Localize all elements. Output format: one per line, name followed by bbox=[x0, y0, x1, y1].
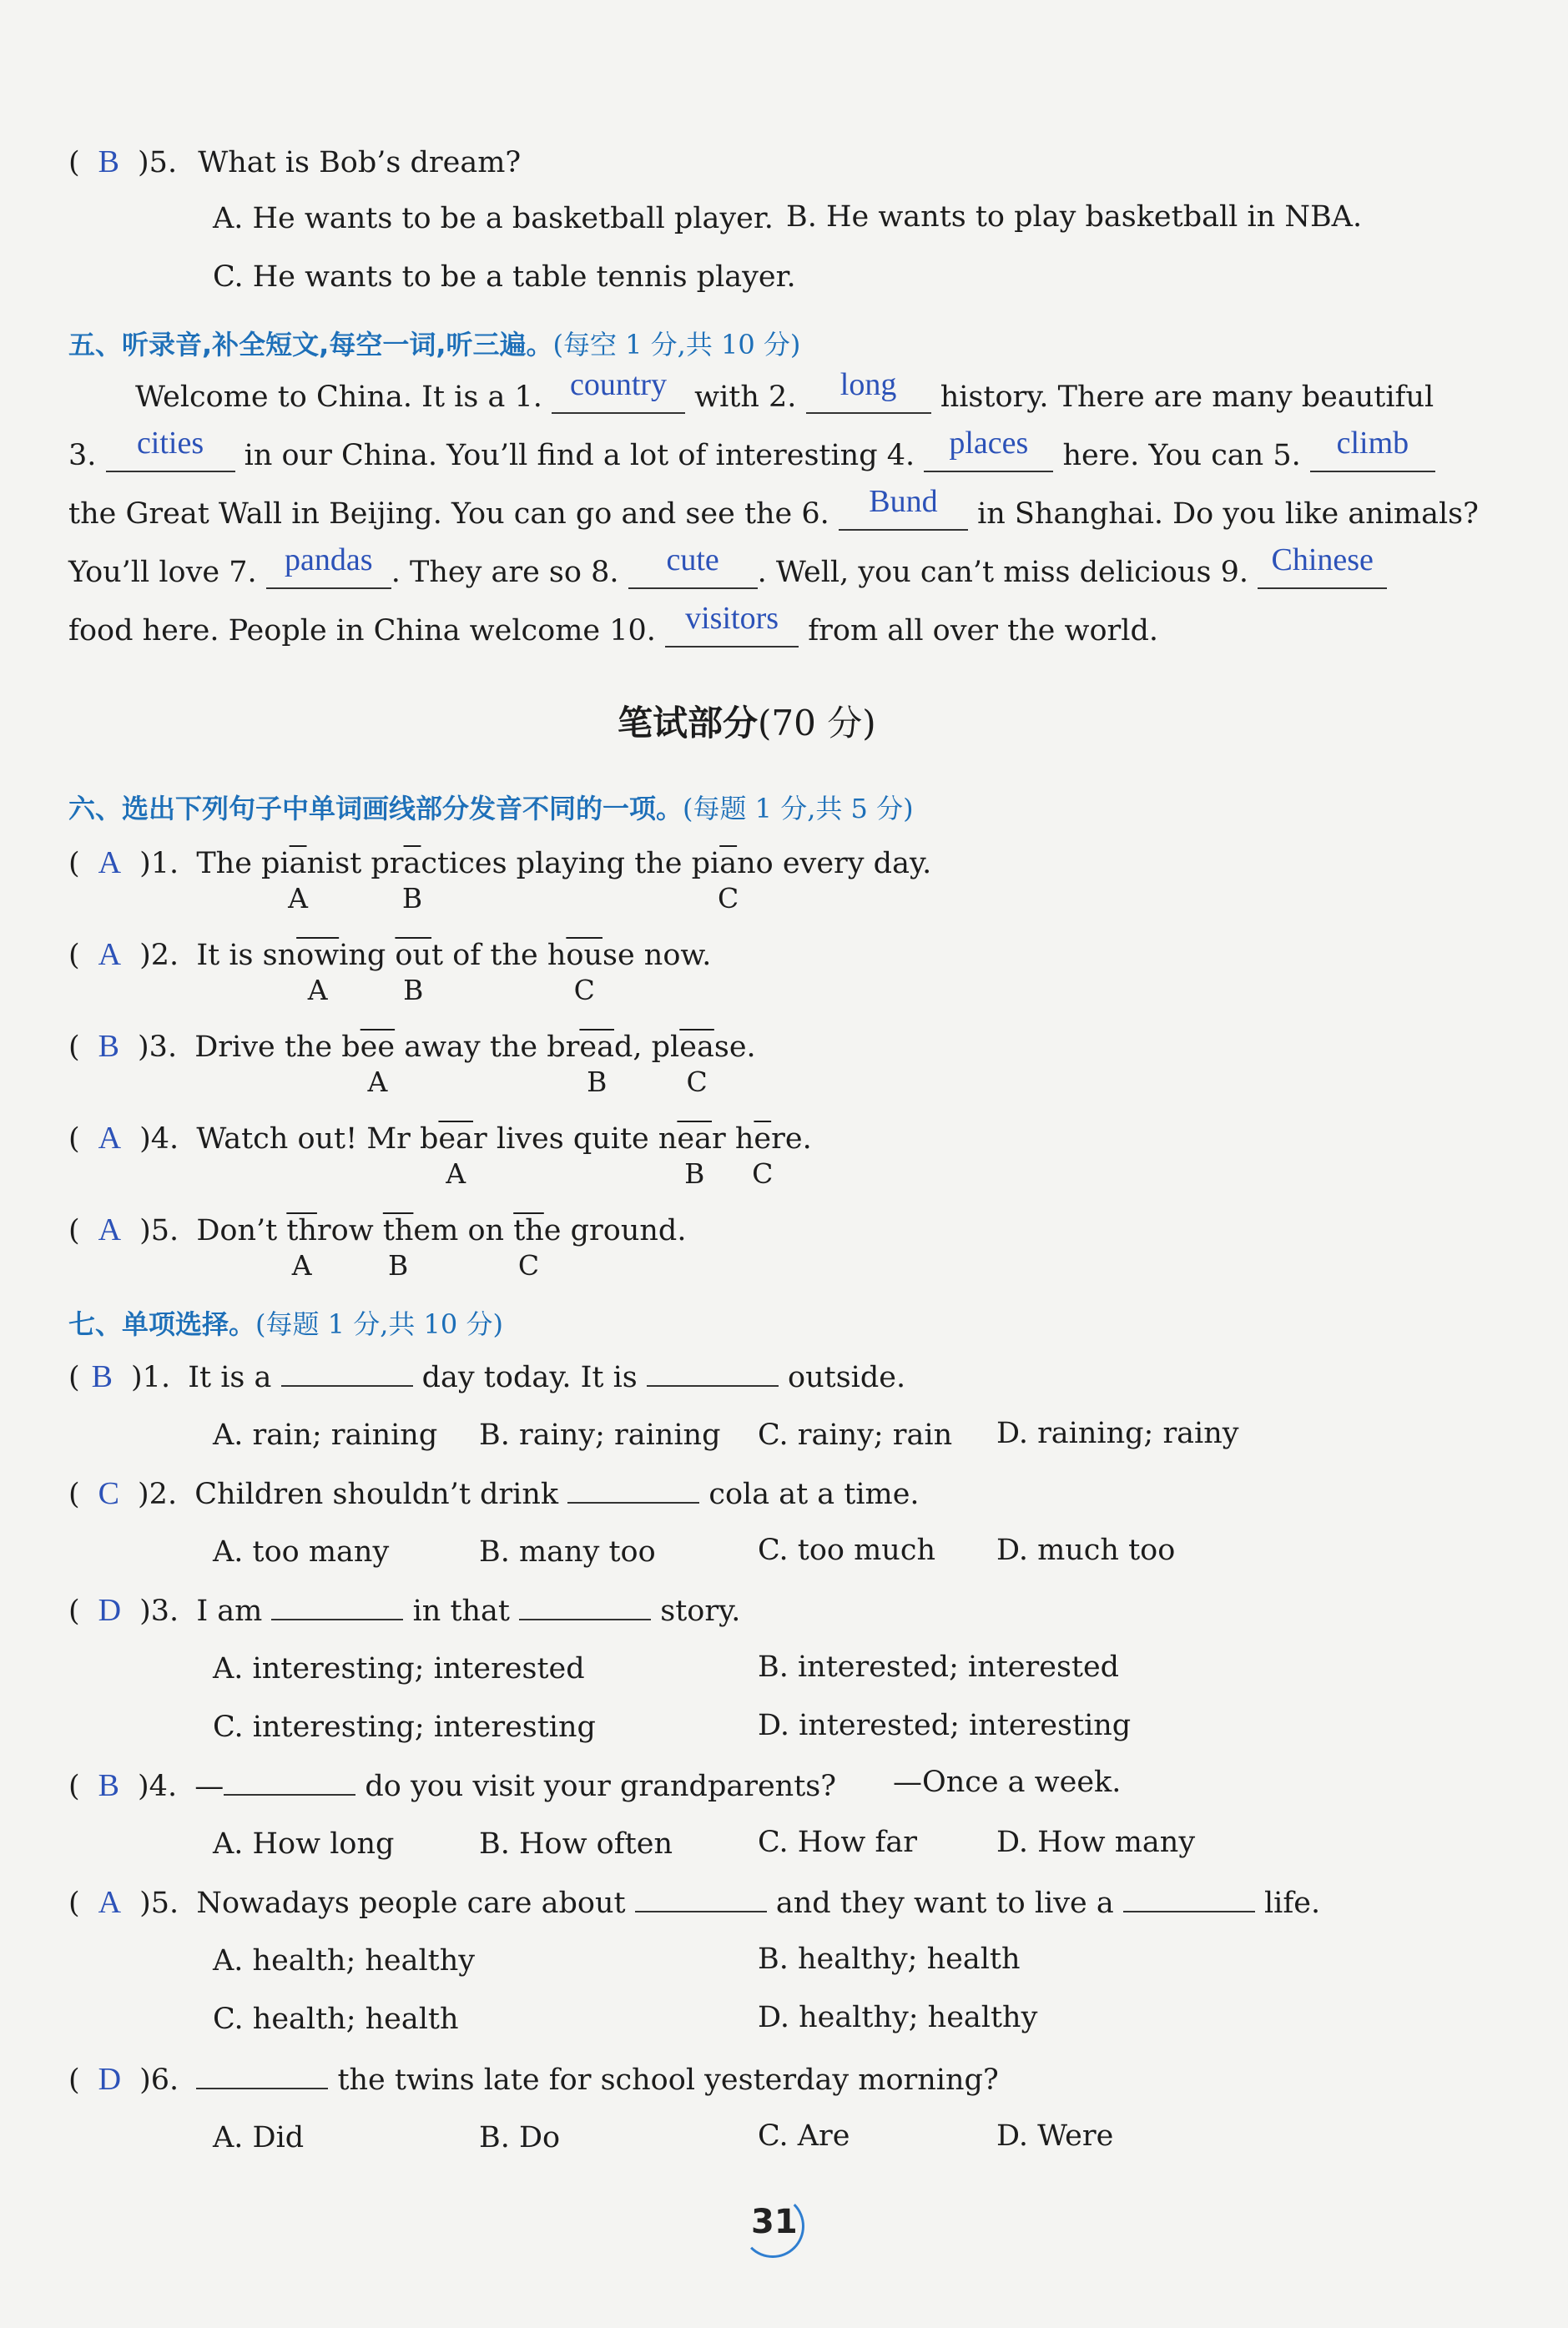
sound-c: $\overline{e}$ bbox=[754, 1122, 772, 1156]
option-b: B. Do bbox=[479, 2121, 561, 2154]
option-a: A. too many bbox=[213, 1535, 390, 1569]
sentence-text: It is sn bbox=[196, 939, 297, 972]
option-label-a: A bbox=[291, 1249, 312, 1282]
sentence-text: The pi bbox=[196, 847, 290, 880]
sound-a: $\overline{a}$ bbox=[289, 847, 307, 880]
option-label-a: A bbox=[446, 1157, 466, 1190]
section-points: (每空 1 分,共 10 分) bbox=[552, 329, 801, 360]
option-label-b: B bbox=[387, 1249, 409, 1282]
answer-mark: A bbox=[98, 1885, 122, 1920]
pronunciation-item: ( A )1. The $pi\overline{a}nist$ $pr\overline{a}ctices$ playing the $pi\overline{a}no$ every day. bbox=[68, 845, 932, 880]
blank-number: 8. bbox=[591, 556, 619, 589]
passage-line-1 bbox=[135, 367, 1434, 414]
sentence-text: se now. bbox=[602, 939, 712, 972]
question-row: ( B )4. — do you visit your grandparents? bbox=[68, 1768, 837, 1803]
blank-4 bbox=[924, 426, 1053, 472]
sound-c: $\overline{a}$ bbox=[719, 847, 738, 880]
blank-6 bbox=[839, 484, 968, 531]
passage-text: with bbox=[685, 380, 769, 414]
passage-text: . They are so bbox=[391, 556, 592, 589]
question-text: story. bbox=[651, 1595, 741, 1628]
sentence-text: se. bbox=[713, 1030, 756, 1064]
option-b: B. healthy; health bbox=[758, 1943, 1021, 1976]
question-text: — bbox=[194, 1770, 224, 1803]
option-a: A. rain; raining bbox=[213, 1418, 438, 1452]
question-number: )1. bbox=[139, 847, 179, 880]
section-heading bbox=[68, 788, 914, 826]
sentence-text: r lives quite n bbox=[473, 1122, 678, 1156]
answer-mark: C bbox=[98, 1476, 120, 1511]
option-a: A. He wants to be a basketball player. bbox=[213, 202, 774, 235]
option-label-c: C bbox=[752, 1157, 774, 1190]
option-c: C. Are bbox=[758, 2119, 850, 2153]
passage-text: . Well, you can’t miss delicious bbox=[757, 556, 1221, 589]
section-heading-text: 六、选出下列句子中单词画线部分发音不同的一项。 bbox=[68, 793, 683, 824]
option-b: B. interested; interested bbox=[758, 1650, 1120, 1684]
answer-blank bbox=[1123, 1886, 1255, 1912]
question-number: )4. bbox=[138, 1770, 178, 1803]
question-text: and they want to live a bbox=[766, 1887, 1123, 1920]
option-label-a: A bbox=[307, 974, 328, 1006]
sentence-text: e ground. bbox=[543, 1214, 687, 1247]
part-title bbox=[618, 696, 876, 746]
sentence bbox=[196, 939, 711, 972]
question-number: )6. bbox=[139, 2063, 179, 2097]
sound-a: $\overline{ee}$ bbox=[360, 1030, 396, 1064]
answer-blank bbox=[196, 2063, 328, 2089]
sentence-text: Don’t bbox=[196, 1214, 287, 1247]
answer-blank bbox=[635, 1886, 767, 1912]
answer-mark: D bbox=[98, 2062, 122, 2097]
answer-mark: A bbox=[98, 1212, 122, 1247]
answer-blank bbox=[647, 1360, 779, 1387]
sentence-text: ing bbox=[339, 939, 396, 972]
question-number: )2. bbox=[139, 939, 179, 972]
passage-line-3 bbox=[68, 484, 1479, 531]
pronunciation-item: ( A )4. Watch out! Mr $b\overline{ea}r$ lives quite $n\overline{ea}r$ $h\overline{e}re$. bbox=[68, 1121, 812, 1156]
blank-3 bbox=[106, 426, 235, 472]
filled-answer: cities bbox=[136, 426, 204, 461]
blank-7 bbox=[266, 542, 391, 589]
dialogue-response: —Once a week. bbox=[893, 1766, 1122, 1799]
answer-blank bbox=[567, 1477, 699, 1504]
blank-9 bbox=[1258, 542, 1387, 589]
answer-blank bbox=[271, 1594, 403, 1620]
answer-mark: B bbox=[98, 144, 120, 179]
passage-line-2 bbox=[68, 426, 1435, 472]
blank-number: 7. bbox=[229, 556, 257, 589]
filled-answer: cute bbox=[666, 542, 719, 577]
option-label-c: C bbox=[718, 882, 739, 915]
option-label-b: B bbox=[684, 1157, 705, 1190]
part-points: (70 分) bbox=[758, 703, 876, 743]
part-title-text: 笔试部分 bbox=[618, 703, 759, 743]
filled-answer: pandas bbox=[284, 542, 373, 577]
sentence-text: re. bbox=[771, 1122, 812, 1156]
blank-number: 5. bbox=[1273, 439, 1301, 472]
option-label-a: A bbox=[367, 1066, 388, 1098]
section-heading bbox=[68, 324, 800, 362]
blank-number: 6. bbox=[801, 497, 829, 531]
sentence-text: no every day. bbox=[737, 847, 932, 880]
option-d: D. healthy; healthy bbox=[758, 2001, 1038, 2034]
sound-a: $\overline{ea}$ bbox=[438, 1122, 474, 1156]
answer-blank bbox=[519, 1594, 651, 1620]
sentence bbox=[194, 1030, 755, 1064]
option-label-b: B bbox=[401, 882, 423, 915]
sound-a: $\overline{th}$ bbox=[286, 1214, 317, 1247]
sentence-text: Watch out! Mr b bbox=[196, 1122, 439, 1156]
filled-answer: visitors bbox=[685, 601, 779, 636]
page-number: 31 bbox=[751, 2203, 798, 2241]
question-row: ( D )6. the twins late for school yesterday morning? bbox=[68, 2062, 999, 2097]
pronunciation-item: ( A )5. Don’t $\overline{th}row$ $\overline{th}em$ on $\overline{th}e$ ground. bbox=[68, 1212, 687, 1247]
option-c: C. How far bbox=[758, 1826, 918, 1859]
question-text: day today. It is bbox=[412, 1361, 647, 1394]
question-number: )3. bbox=[139, 1595, 179, 1628]
option-label-c: C bbox=[517, 1249, 540, 1282]
sound-a: $\overline{ow}$ bbox=[296, 939, 340, 972]
question-row: ( C )2. Children shouldn’t drink cola at a time. bbox=[68, 1476, 920, 1511]
sentence-text: away the br bbox=[395, 1030, 580, 1064]
option-d: D. Were bbox=[996, 2119, 1114, 2153]
option-d: D. interested; interesting bbox=[758, 1709, 1132, 1742]
sentence-text: ctices playing the pi bbox=[421, 847, 720, 880]
blank-5 bbox=[1310, 426, 1435, 472]
option-label-b: B bbox=[587, 1066, 608, 1098]
answer-blank bbox=[224, 1769, 355, 1796]
section-heading bbox=[68, 1303, 503, 1342]
option-c: C. too much bbox=[758, 1534, 935, 1567]
option-a: A. health; healthy bbox=[213, 1944, 476, 1978]
passage-line-5 bbox=[68, 601, 1158, 648]
answer-mark: D bbox=[98, 1593, 122, 1628]
question-number: )1. bbox=[131, 1361, 171, 1394]
filled-answer: Chinese bbox=[1271, 542, 1374, 577]
pronunciation-item: ( B )3. Drive the $b\overline{ee}$ away the $br\overline{ea}d$, $pl\overline{ea}se$. bbox=[68, 1029, 756, 1064]
passage-text: the Great Wall in Beijing. You can go and see the bbox=[68, 497, 802, 531]
answer-mark: A bbox=[98, 937, 122, 972]
sound-b: $\overline{a}$ bbox=[403, 847, 421, 880]
option-a: A. Did bbox=[213, 2121, 305, 2154]
passage-text: food here. People in China welcome bbox=[68, 614, 610, 648]
passage-text: history. There are many beautiful bbox=[930, 380, 1434, 414]
sound-b: $\overline{ea}$ bbox=[677, 1122, 713, 1156]
answer-blank bbox=[281, 1360, 413, 1387]
blank-number: 3. bbox=[68, 439, 97, 472]
blank-number: 2. bbox=[769, 380, 797, 414]
option-c: C. interesting; interesting bbox=[213, 1711, 596, 1744]
question-number: )5. bbox=[138, 146, 178, 179]
blank-number: 10. bbox=[609, 614, 656, 648]
section-heading-text: 七、单项选择。 bbox=[68, 1308, 256, 1340]
sound-c: $\overline{ea}$ bbox=[679, 1030, 714, 1064]
question-text: Nowadays people care about bbox=[196, 1887, 635, 1920]
question-text: in that bbox=[403, 1595, 520, 1628]
blank-1 bbox=[552, 367, 685, 414]
option-b: B. How often bbox=[479, 1827, 673, 1861]
filled-answer: Bund bbox=[869, 484, 938, 519]
sound-c: $\overline{ou}$ bbox=[566, 939, 602, 972]
section-points: (每题 1 分,共 10 分) bbox=[255, 1308, 503, 1340]
blank-number: 4. bbox=[886, 439, 915, 472]
question-row: ( B )1. It is a day today. It is outside. bbox=[68, 1359, 906, 1394]
section-heading-text: 五、听录音,补全短文,每空一词,听三遍。 bbox=[68, 329, 553, 360]
answer-mark: B bbox=[98, 1768, 120, 1803]
question-text: Children shouldn’t drink bbox=[194, 1478, 568, 1511]
blank-8 bbox=[628, 542, 758, 589]
option-a: A. How long bbox=[213, 1827, 395, 1861]
question-number: )4. bbox=[139, 1122, 179, 1156]
question-text: What is Bob’s dream? bbox=[198, 146, 522, 179]
sound-b: $\overline{ea}$ bbox=[579, 1030, 614, 1064]
pronunciation-item: ( A )2. It is $sn\overline{ow}ing$ $\overline{ou}t$ of the $h\overline{ou}se$ now. bbox=[68, 937, 712, 972]
question-number: )5. bbox=[139, 1214, 179, 1247]
question-row: ( A )5. Nowadays people care about and they want to live a life. bbox=[68, 1885, 1321, 1920]
passage-text: in Shanghai. Do you like animals? bbox=[967, 497, 1479, 531]
passage-text: here. You can bbox=[1053, 439, 1273, 472]
question-number: )2. bbox=[138, 1478, 178, 1511]
answer-mark: B bbox=[98, 1029, 120, 1064]
question-text: life. bbox=[1254, 1887, 1321, 1920]
sentence bbox=[196, 1214, 686, 1247]
option-d: D. much too bbox=[996, 1534, 1176, 1567]
passage-text: You’ll love bbox=[68, 556, 229, 589]
answer-mark: A bbox=[98, 845, 122, 880]
passage-text: in our China. You’ll find a lot of interesting bbox=[234, 439, 887, 472]
option-a: A. interesting; interested bbox=[213, 1652, 585, 1686]
question-text: do you visit your grandparents? bbox=[355, 1770, 837, 1803]
answer-mark: B bbox=[91, 1359, 113, 1394]
filled-answer: country bbox=[569, 367, 668, 402]
sound-b: $\overline{ou}$ bbox=[395, 939, 432, 972]
sentence-text: nist pr bbox=[306, 847, 404, 880]
sound-c: $\overline{th}$ bbox=[513, 1214, 544, 1247]
sentence-text: t of the h bbox=[431, 939, 567, 972]
option-label-a: A bbox=[288, 882, 308, 915]
question-row: ( B )5. What is Bob’s dream? bbox=[68, 144, 522, 179]
question-number: )3. bbox=[138, 1030, 178, 1064]
question-text: the twins late for school yesterday morning? bbox=[328, 2063, 999, 2097]
blank-number: 1. bbox=[514, 380, 542, 414]
sentence-text: Drive the b bbox=[194, 1030, 360, 1064]
sentence bbox=[196, 847, 931, 880]
option-label-c: C bbox=[573, 974, 595, 1006]
option-b: B. rainy; raining bbox=[479, 1418, 721, 1452]
option-d: D. raining; rainy bbox=[996, 1417, 1239, 1450]
passage-line-4 bbox=[68, 542, 1387, 589]
filled-answer: climb bbox=[1336, 426, 1409, 461]
question-text: cola at a time. bbox=[699, 1478, 920, 1511]
sound-b: $\overline{th}$ bbox=[382, 1214, 414, 1247]
filled-answer: long bbox=[839, 367, 897, 402]
section-points: (每题 1 分,共 5 分) bbox=[683, 793, 914, 824]
answer-mark: A bbox=[98, 1121, 122, 1156]
blank-2 bbox=[806, 367, 931, 414]
sentence-text: r h bbox=[712, 1122, 754, 1156]
filled-answer: places bbox=[949, 426, 1029, 461]
option-c: C. He wants to be a table tennis player. bbox=[213, 260, 796, 294]
question-number: )5. bbox=[139, 1887, 179, 1920]
blank-10 bbox=[665, 601, 799, 648]
option-label-c: C bbox=[686, 1066, 708, 1098]
option-d: D. How many bbox=[996, 1826, 1196, 1859]
option-c: C. health; health bbox=[213, 2003, 459, 2036]
question-text: It is a bbox=[188, 1361, 281, 1394]
blank-number: 9. bbox=[1220, 556, 1249, 589]
option-c: C. rainy; rain bbox=[758, 1418, 953, 1452]
question-text: I am bbox=[196, 1595, 272, 1628]
sentence-text: d, pl bbox=[614, 1030, 680, 1064]
sentence-text: em on bbox=[413, 1214, 514, 1247]
question-row: ( D )3. I am in that story. bbox=[68, 1593, 741, 1628]
sentence bbox=[196, 1122, 811, 1156]
option-label-b: B bbox=[403, 974, 424, 1006]
sentence-text: row bbox=[316, 1214, 383, 1247]
passage-text: Welcome to China. It is a bbox=[135, 380, 515, 414]
passage-text: from all over the world. bbox=[799, 614, 1158, 648]
question-text: outside. bbox=[778, 1361, 906, 1394]
option-b: B. He wants to play basketball in NBA. bbox=[786, 200, 1363, 234]
option-b: B. many too bbox=[479, 1535, 656, 1569]
